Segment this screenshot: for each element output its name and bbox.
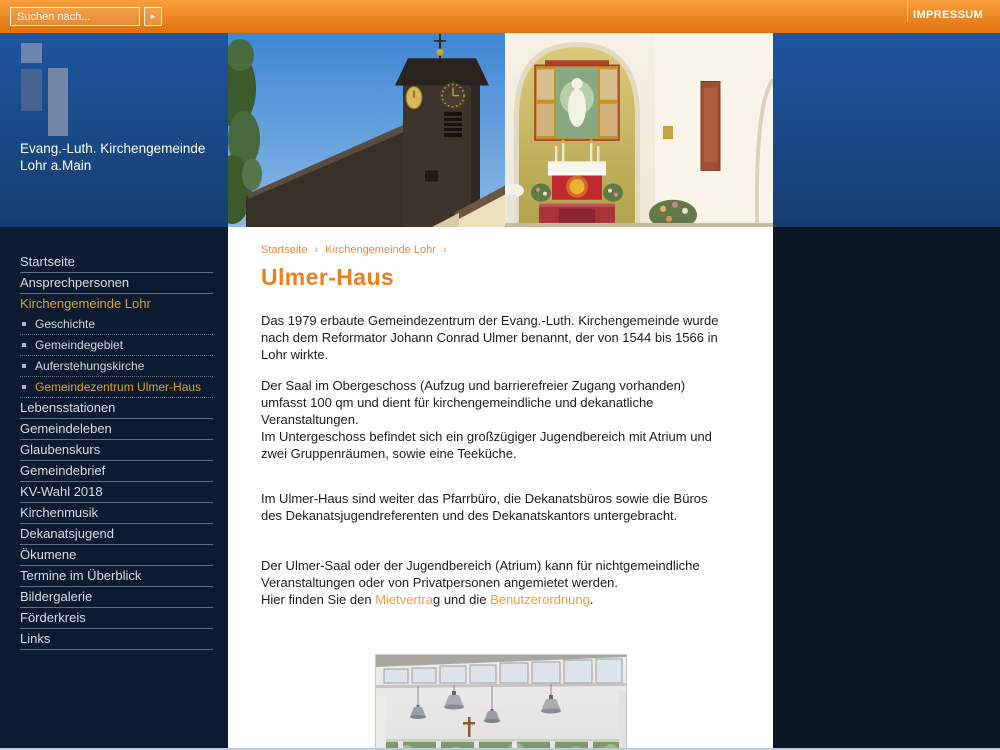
sidebar-item-glaubenskurs[interactable]: Glaubenskurs	[20, 440, 213, 461]
mietvertrag-link[interactable]: Mietvertra	[375, 592, 433, 607]
main-navigation	[0, 252, 228, 650]
sidebar-item-startseite[interactable]: Startseite	[20, 252, 213, 273]
square-bullet-icon	[22, 322, 26, 326]
text-end: .	[589, 592, 594, 607]
impressum-link[interactable]: IMPRESSUM	[913, 9, 984, 21]
content-photo-ulmer-saal	[375, 654, 627, 748]
breadcrumb-separator: ›	[443, 244, 447, 256]
main-content	[228, 227, 773, 748]
logo-block-icon	[48, 68, 68, 136]
sidebar-item-kv-wahl-2018[interactable]: KV-Wahl 2018	[20, 482, 213, 503]
sidebar-item-gemeindeleben[interactable]: Gemeindeleben	[20, 419, 213, 440]
sidebar-subitem-auferstehungskirche[interactable]	[20, 356, 213, 377]
sidebar-subitem-label: Geschichte	[35, 317, 96, 331]
breadcrumb-link-kirchengemeinde-lohr[interactable]: Kirchengemeinde Lohr	[325, 244, 436, 256]
square-bullet-icon	[22, 385, 26, 389]
site-name-line1: Evang.-Luth. Kirchengemeinde	[20, 141, 206, 156]
header-photo-church-tower	[228, 33, 505, 227]
sidebar-subitem-geschichte[interactable]	[20, 314, 213, 335]
search-submit-button[interactable]: ▸	[144, 7, 162, 26]
paragraph-vermietung-part2	[261, 591, 723, 608]
benutzerordnung-link[interactable]: Benutzerordnung	[490, 592, 590, 607]
sidebar-item-lebensstationen[interactable]: Lebensstationen	[20, 398, 213, 419]
sidebar-item-foerderkreis[interactable]: Förderkreis	[20, 608, 213, 629]
sidebar-subitem-gemeindegebiet[interactable]	[20, 335, 213, 356]
sidebar-item-links[interactable]: Links	[20, 629, 213, 650]
breadcrumb-link-startseite[interactable]: Startseite	[261, 244, 308, 256]
sidebar-item-dekanatsjugend[interactable]: Dekanatsjugend	[20, 524, 213, 545]
site-name-line2: Lohr a.Main	[20, 158, 92, 173]
search-input[interactable]	[10, 7, 140, 26]
paragraph-vermietung	[261, 557, 723, 608]
sidebar-item-gemeindebrief[interactable]: Gemeindebrief	[20, 461, 213, 482]
text-middle: g und die	[432, 592, 491, 607]
paragraph-saal-part1: Der Saal im Obergeschoss (Aufzug und barrierefreier Zugang vorhanden) umfasst 100 qm und dient für kirchengemeindliche und dekanatliche Veranstaltungen.	[261, 378, 686, 427]
sidebar-item-kirchengemeinde-lohr[interactable]: Kirchengemeinde Lohr	[20, 296, 151, 311]
sidebar-item-kirchenmusik[interactable]: Kirchenmusik	[20, 503, 213, 524]
right-background-pane	[773, 227, 1000, 748]
site-logo[interactable]	[0, 33, 228, 227]
sidebar-subitem-gemeindezentrum-ulmer-haus[interactable]	[20, 377, 213, 398]
sidebar-item-bildergalerie[interactable]: Bildergalerie	[20, 587, 213, 608]
sidebar-subitem-label: Gemeindezentrum Ulmer-Haus	[35, 380, 202, 394]
logo-block-icon	[21, 43, 42, 63]
sidebar	[0, 227, 228, 748]
text-prefix: Hier finden Sie den	[261, 592, 376, 607]
church-tower-illustration	[228, 33, 505, 227]
site-name	[20, 140, 205, 174]
logo-block-icon	[21, 69, 42, 111]
church-interior-illustration	[505, 33, 773, 227]
sidebar-item-ansprechpersonen[interactable]: Ansprechpersonen	[20, 273, 213, 294]
header-photo-church-interior	[505, 33, 773, 227]
square-bullet-icon	[22, 343, 26, 347]
sidebar-item-oekumene[interactable]: Ökumene	[20, 545, 213, 566]
breadcrumb	[261, 244, 723, 256]
paragraph-history: Das 1979 erbaute Gemeindezentrum der Evang.-Luth. Kirchengemeinde wurde nach dem Reformator Johann Conrad Ulmer benannt, der von 1544 bis 1566 in Lohr wirkte.	[261, 313, 719, 362]
page-title: Ulmer-Haus	[261, 264, 395, 290]
square-bullet-icon	[22, 364, 26, 368]
paragraph-bueros: Im Ulmer-Haus sind weiter das Pfarrbüro, die Dekanatsbüros sowie die Büros des Dekanatsjugendreferenten und des Dekanatskantors untergebracht.	[261, 491, 708, 523]
paragraph-saal-part2: Im Untergeschoss befindet sich ein großzügiger Jugendbereich mit Atrium und zwei Gruppenräumen, sowie eine Teeküche.	[261, 429, 712, 461]
topbar-divider	[907, 0, 908, 22]
top-bar	[0, 0, 1000, 33]
sidebar-item-termine-im-ueberblick[interactable]: Termine im Überblick	[20, 566, 213, 587]
paragraph-saal	[261, 377, 723, 462]
breadcrumb-separator: ›	[314, 244, 319, 256]
ulmer-saal-illustration	[376, 655, 626, 748]
sidebar-subitem-label: Gemeindegebiet	[35, 338, 124, 352]
paragraph-vermietung-part1: Der Ulmer-Saal oder der Jugendbereich (Atrium) kann für nichtgemeindliche Veranstaltungen oder von Privatpersonen angemietet werden.	[261, 558, 700, 590]
sidebar-subitem-label: Auferstehungskirche	[35, 359, 145, 373]
